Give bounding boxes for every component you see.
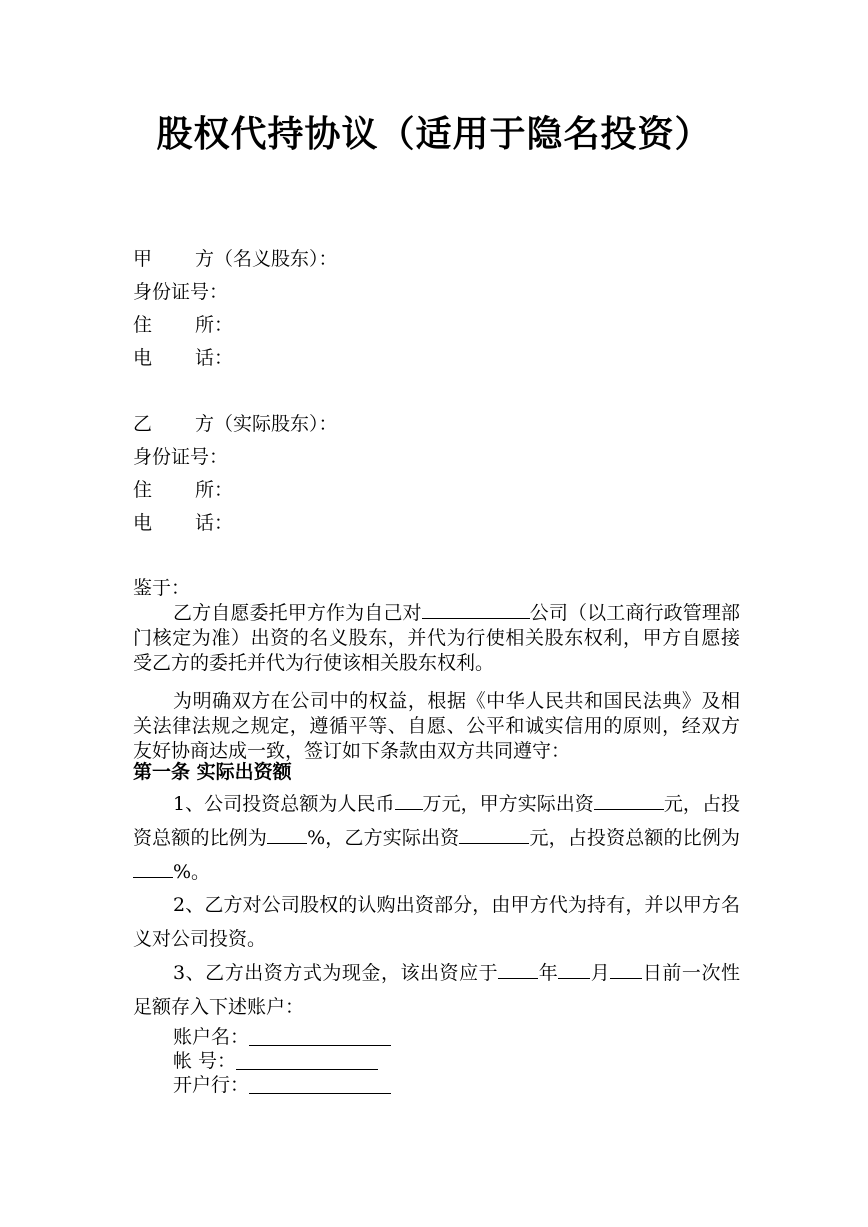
whereas-paragraph-1	[133, 599, 740, 676]
party-a-label-rest: 方（名义股东）：	[195, 248, 338, 270]
party-a-phone-label	[133, 346, 233, 370]
document-title: 股权代持协议（适用于隐名投资）	[156, 114, 712, 155]
article-1-clause-2: 2、乙方对公司股权的认购出资部分，由甲方代为持有，并以甲方名义对公司投资。	[133, 894, 740, 950]
account-number-label: 帐 号：	[173, 1050, 237, 1072]
clause-1-text-f: %。	[173, 861, 211, 883]
deposit-year-blank[interactable]	[498, 959, 538, 979]
whereas-paragraph-2: 为明确双方在公司中的权益，根据《中华人民共和国民法典》及相关法律法规之规定，遵循平等、自愿、公平和诚实信用的原则，经双方友好协商达成一致，签订如下条款由双方共同遵守：	[133, 690, 740, 762]
deposit-month-blank[interactable]	[558, 959, 590, 979]
party-a-label	[133, 247, 338, 271]
clause-1-text-d: %，乙方实际出资	[307, 827, 460, 849]
account-bank-row	[173, 1073, 391, 1097]
party-b-label-rest: 方（实际股东）：	[195, 413, 338, 435]
clause-1-text-b: 万元，甲方实际出资	[422, 793, 594, 815]
account-name-label: 账户名：	[173, 1026, 250, 1048]
account-bank-label: 开户行：	[173, 1074, 250, 1096]
party-b-phone-rest: 话：	[195, 512, 234, 534]
party-b-ratio-blank[interactable]	[133, 858, 173, 878]
party-a-ratio-blank[interactable]	[267, 824, 307, 844]
account-name-row	[173, 1025, 391, 1049]
clause-1-text-e: 元，占投资总额的比例为	[529, 827, 740, 849]
party-a-phone-char: 电	[133, 347, 153, 369]
deposit-day-blank[interactable]	[610, 959, 642, 979]
article-1-heading: 第一条 实际出资额	[133, 761, 292, 783]
clause-3-month-label: 月	[590, 962, 611, 984]
clause-3-text-d: 日前一次性足额存入下述账户：	[133, 962, 740, 1018]
party-b-phone-char: 电	[133, 512, 153, 534]
party-a-address-rest: 所：	[195, 314, 234, 336]
account-bank-blank[interactable]	[249, 1074, 391, 1094]
party-b-id-label: 身份证号：	[133, 446, 229, 468]
party-a-address-label	[133, 313, 233, 337]
party-b-contribution-blank[interactable]	[459, 824, 529, 844]
article-1-clause-3	[133, 956, 740, 1024]
party-b-label-char: 乙	[133, 413, 153, 435]
party-a-address-char: 住	[133, 314, 153, 336]
party-a-phone-rest: 话：	[195, 347, 234, 369]
total-investment-blank[interactable]	[395, 790, 423, 810]
party-b-label	[133, 412, 338, 436]
clause-3-year-label: 年	[538, 962, 559, 984]
whereas-label: 鉴于：	[133, 577, 191, 599]
party-b-address-char: 住	[133, 479, 153, 501]
article-1-clause-1	[133, 787, 740, 889]
party-b-address-label	[133, 478, 233, 502]
clause-1-text-c: 元，占投资总额的比例为	[133, 793, 740, 849]
clause-1-text-a: 1、公司投资总额为人民币	[173, 793, 395, 815]
clause-3-text-a: 3、乙方出资方式为现金，该出资应于	[173, 962, 499, 984]
account-name-blank[interactable]	[249, 1026, 391, 1046]
party-b-address-rest: 所：	[195, 479, 234, 501]
whereas-p1-text-a: 乙方自愿委托甲方作为自己对	[173, 602, 422, 624]
party-b-phone-label	[133, 511, 233, 535]
account-number-blank[interactable]	[236, 1050, 378, 1070]
company-name-blank[interactable]	[422, 599, 530, 619]
account-number-row	[173, 1049, 378, 1073]
party-a-id-label: 身份证号：	[133, 281, 229, 303]
whereas-p1-text-b: 公司（以工商行政管理部门核定为准）出资的名义股东，并代为行使相关股东权利，甲方自愿接受乙方的委托并代为行使该相关股东权利。	[133, 602, 740, 674]
party-a-contribution-blank[interactable]	[594, 790, 664, 810]
party-a-label-char: 甲	[133, 248, 153, 270]
